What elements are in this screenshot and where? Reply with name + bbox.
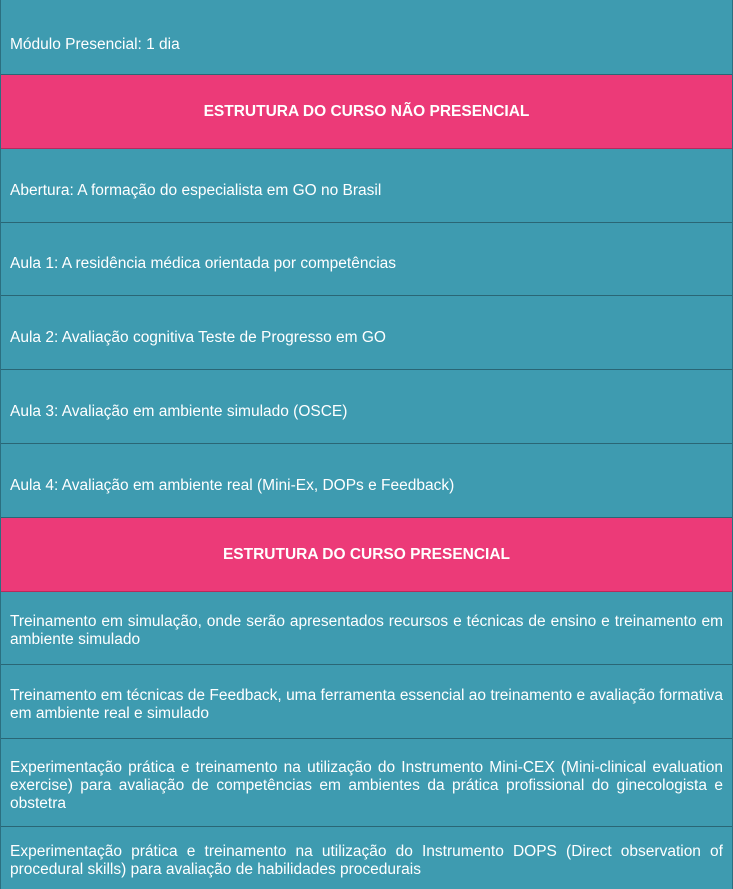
aula-1-text: Aula 1: A residência médica orientada por competências (10, 255, 397, 272)
abertura-text: Abertura: A formação do especialista em GO no Brasil (10, 181, 382, 199)
aula-3-text: Aula 3: Avaliação em ambiente simulado (OSCE) (10, 402, 348, 420)
mini-cex-text: Experimentação prática e treinamento na utilização do Instrumento Mini-CEX (Mini-clinical evaluation exercise) para avaliação de competências em ambientes da prática profissional do ginecologista e obstetra (10, 758, 723, 812)
dops-text: Experimentação prática e treinamento na utilização do Instrumento DOPS (Direct observation of procedural skills) para avaliação de habilidades procedurais (10, 843, 723, 878)
header-nao-presencial (1, 75, 732, 149)
header-nao-presencial-text: ESTRUTURA DO CURSO NÃO PRESENCIAL (203, 102, 530, 120)
row-dops (1, 827, 732, 889)
treinamento-feedback-text: Treinamento em técnicas de Feedback, uma ferramenta essencial ao treinamento e avaliação formativa em ambiente real e simulado (10, 686, 723, 722)
row-aula-1 (1, 223, 732, 296)
row-mini-cex (1, 739, 732, 827)
header-presencial (1, 518, 732, 592)
row-modulo-presencial (1, 0, 732, 75)
row-abertura (1, 149, 732, 223)
modulo-presencial-text: Módulo Presencial: 1 dia (10, 36, 180, 53)
row-aula-3 (1, 370, 732, 444)
aula-4-text: Aula 4: Avaliação em ambiente real (Mini-Ex, DOPs e Feedback) (10, 476, 455, 494)
header-presencial-text: ESTRUTURA DO CURSO PRESENCIAL (222, 545, 511, 563)
row-aula-4 (1, 444, 732, 518)
treinamento-simulacao-text: Treinamento em simulação, onde serão apresentados recursos e técnicas de ensino e treinamento em ambiente simulado (10, 613, 723, 648)
row-treinamento-simulacao (1, 592, 732, 665)
row-aula-2 (1, 296, 732, 370)
aula-2-text: Aula 2: Avaliação cognitiva Teste de Progresso em GO (10, 328, 386, 346)
row-treinamento-feedback (1, 665, 732, 739)
